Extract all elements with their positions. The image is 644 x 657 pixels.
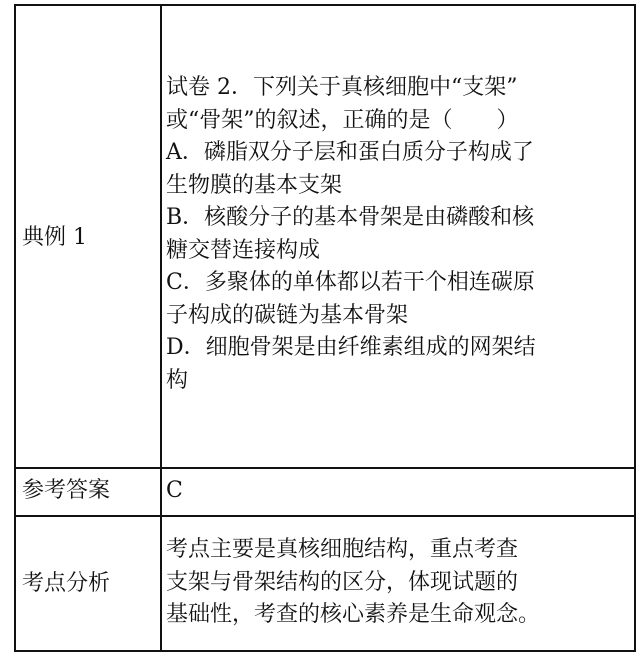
example-label: 典例 1	[22, 225, 87, 250]
answer-value: C	[166, 478, 183, 503]
question-line: 或“骨架”的叙述，正确的是（ ）	[166, 107, 519, 133]
answer-label: 参考答案	[22, 478, 111, 503]
option-b-line: 糖交替连接构成	[166, 237, 321, 263]
option-c-line: C．多聚体的单体都以若干个相连碳原	[166, 270, 535, 295]
analysis-line: 基础性，考查的核心素养是生命观念。	[166, 602, 541, 627]
analysis-line: 支架与骨架结构的区分，体现试题的	[166, 569, 519, 595]
analysis-line: 考点主要是真核细胞结构，重点考查	[166, 537, 519, 562]
question-line: 试卷 2．下列关于真核细胞中“支架”	[166, 75, 518, 100]
option-a-line: A．磷脂双分子层和蛋白质分子构成了	[166, 140, 534, 165]
option-a-line: 生物膜的基本支架	[166, 172, 343, 198]
answer-text	[166, 475, 634, 508]
option-d-line: 构	[166, 367, 189, 393]
column-divider	[160, 6, 162, 650]
analysis-text	[166, 534, 634, 632]
question-text	[166, 72, 634, 397]
option-b-line: B．核酸分子的基本骨架是由磷酸和核	[166, 205, 535, 230]
option-c-line: 子构成的碳链为基本骨架	[166, 302, 409, 328]
row-divider-1	[16, 467, 634, 469]
question-table	[14, 4, 636, 652]
analysis-label: 考点分析	[22, 571, 111, 596]
row-divider-2	[16, 515, 634, 517]
option-d-line: D．细胞骨架是由纤维素组成的网架结	[166, 335, 536, 360]
